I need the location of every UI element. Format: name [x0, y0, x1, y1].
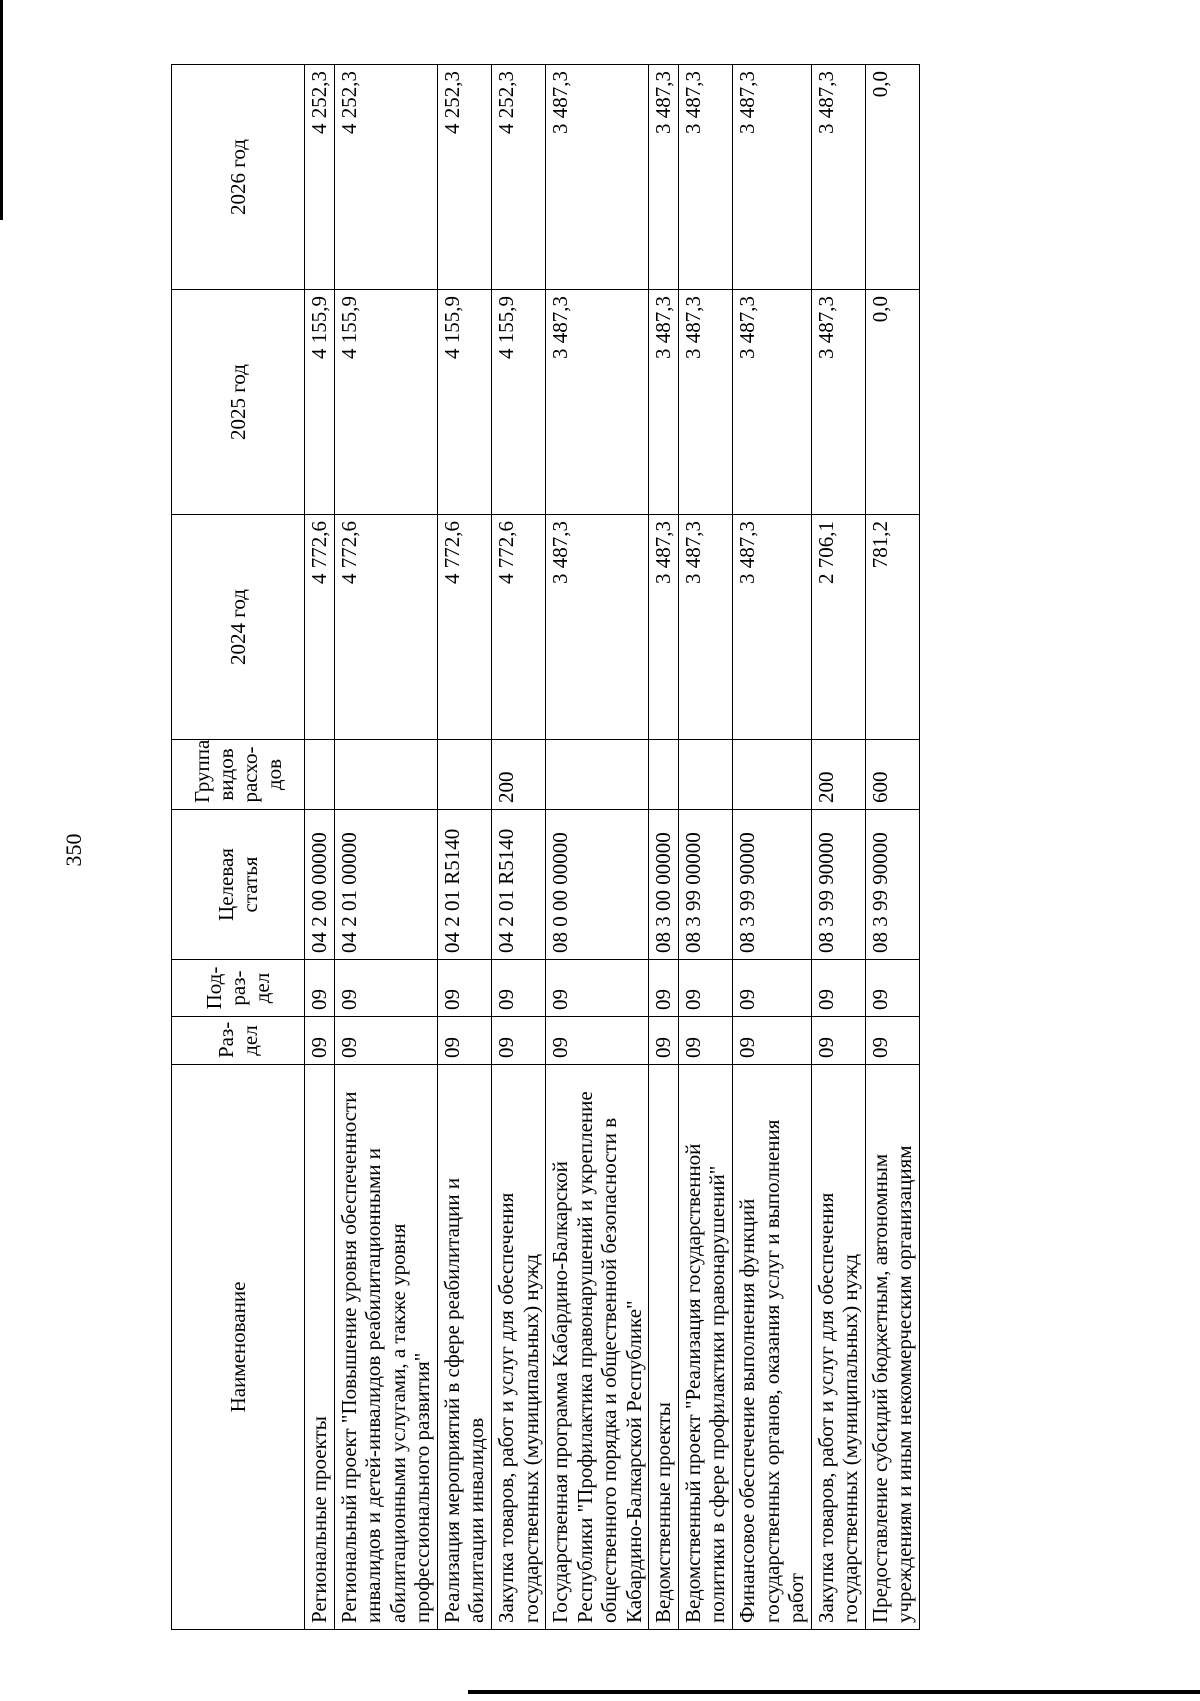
table-row: [649, 65, 679, 1630]
cell-name: Государственная программа Кабардино-Балкарской Республики "Профилактика правонарушений и укрепление общественного порядка и общественной безопасности в Кабардино-Балкарской Республике": [546, 1065, 649, 1630]
cell-gruppa: [305, 740, 335, 810]
cell-2026: 4 252,3: [334, 65, 437, 290]
cell-podrazdel: 09: [865, 960, 919, 1017]
cell-gruppa: 200: [491, 740, 545, 810]
cell-2024: 4 772,6: [491, 515, 545, 740]
cell-gruppa: [334, 740, 437, 810]
header-celevaya-statya: Целевая статья: [172, 810, 305, 960]
cell-2026: 3 487,3: [733, 65, 812, 290]
cell-2026: 4 252,3: [305, 65, 335, 290]
cell-razdel: 09: [491, 1017, 545, 1065]
table-row: [437, 65, 491, 1630]
table-body: [305, 65, 920, 1630]
cell-2024: 4 772,6: [334, 515, 437, 740]
cell-celevaya-statya: 04 2 00 00000: [305, 810, 335, 960]
header-gruppa-vidov-rashodov: Группа видов расхо- дов: [172, 740, 305, 810]
cell-razdel: 09: [334, 1017, 437, 1065]
cell-2025: 0,0: [865, 290, 919, 515]
cell-name: Закупка товаров, работ и услуг для обеспечения государственных (муниципальных) нужд: [491, 1065, 545, 1630]
table-row: [733, 65, 812, 1630]
cell-celevaya-statya: 08 3 99 90000: [733, 810, 812, 960]
cell-name: Ведомственный проект "Реализация государственной политики в сфере профилактики правонарушений": [678, 1065, 732, 1630]
cell-podrazdel: 09: [437, 960, 491, 1017]
cell-2025: 3 487,3: [546, 290, 649, 515]
page-number: 350: [61, 833, 86, 867]
cell-gruppa: [733, 740, 812, 810]
cell-gruppa: [678, 740, 732, 810]
cell-podrazdel: 09: [546, 960, 649, 1017]
cell-celevaya-statya: 08 3 00 00000: [649, 810, 679, 960]
cell-name: Реализация мероприятий в сфере реабилитации и абилитации инвалидов: [437, 1065, 491, 1630]
cell-name: Финансовое обеспечение выполнения функций государственных органов, оказания услуг и выполнения работ: [733, 1065, 812, 1630]
cell-razdel: 09: [733, 1017, 812, 1065]
cell-2026: 4 252,3: [491, 65, 545, 290]
header-name: Наименование: [172, 1065, 305, 1630]
cell-2025: 3 487,3: [678, 290, 732, 515]
cell-podrazdel: 09: [649, 960, 679, 1017]
cell-2024: 4 772,6: [305, 515, 335, 740]
cell-2024: 781,2: [865, 515, 919, 740]
cell-2024: 4 772,6: [437, 515, 491, 740]
cell-podrazdel: 09: [334, 960, 437, 1017]
cell-name: Региональные проекты: [305, 1065, 335, 1630]
table-row: [546, 65, 649, 1630]
table-row: [678, 65, 732, 1630]
cell-razdel: 09: [546, 1017, 649, 1065]
header-podrazdel: Под- раз- дел: [172, 960, 305, 1017]
table-row: [334, 65, 437, 1630]
header-razdel: Раз- дел: [172, 1017, 305, 1065]
cell-2025: 3 487,3: [733, 290, 812, 515]
cell-2026: 3 487,3: [649, 65, 679, 290]
cell-celevaya-statya: 08 3 99 00000: [678, 810, 732, 960]
cell-celevaya-statya: 04 2 01 R5140: [437, 810, 491, 960]
cell-celevaya-statya: 04 2 01 R5140: [491, 810, 545, 960]
cell-celevaya-statya: 08 0 00 00000: [546, 810, 649, 960]
cell-gruppa: 600: [865, 740, 919, 810]
cell-podrazdel: 09: [305, 960, 335, 1017]
cell-2025: 4 155,9: [491, 290, 545, 515]
cell-razdel: 09: [678, 1017, 732, 1065]
table-header-row: [172, 65, 305, 1630]
cell-razdel: 09: [305, 1017, 335, 1065]
cell-name: Закупка товаров, работ и услуг для обеспечения государственных (муниципальных) нужд: [811, 1065, 865, 1630]
cell-2026: 4 252,3: [437, 65, 491, 290]
cell-gruppa: 200: [811, 740, 865, 810]
header-2024: 2024 год: [172, 515, 305, 740]
cell-celevaya-statya: 08 3 99 90000: [811, 810, 865, 960]
cell-celevaya-statya: 08 3 99 90000: [865, 810, 919, 960]
table-row: [305, 65, 335, 1630]
rotated-table-container: [171, 65, 1031, 1630]
cell-gruppa: [546, 740, 649, 810]
cell-celevaya-statya: 04 2 01 00000: [334, 810, 437, 960]
cell-2024: 3 487,3: [649, 515, 679, 740]
cell-podrazdel: 09: [678, 960, 732, 1017]
cell-razdel: 09: [811, 1017, 865, 1065]
cell-2024: 3 487,3: [546, 515, 649, 740]
cell-2026: 3 487,3: [811, 65, 865, 290]
cell-2024: 3 487,3: [733, 515, 812, 740]
cell-2025: 4 155,9: [334, 290, 437, 515]
cell-podrazdel: 09: [491, 960, 545, 1017]
cell-2024: 2 706,1: [811, 515, 865, 740]
cell-name: Ведомственные проекты: [649, 1065, 679, 1630]
scan-margin-line-bottom: [468, 1690, 1200, 1694]
table-row: [491, 65, 545, 1630]
cell-2025: 3 487,3: [811, 290, 865, 515]
cell-2024: 3 487,3: [678, 515, 732, 740]
cell-podrazdel: 09: [733, 960, 812, 1017]
cell-2026: 3 487,3: [678, 65, 732, 290]
header-2025: 2025 год: [172, 290, 305, 515]
cell-name: Предоставление субсидий бюджетным, автономным учреждениям и иным некоммерческим организациям: [865, 1065, 919, 1630]
cell-2026: 3 487,3: [546, 65, 649, 290]
cell-razdel: 09: [649, 1017, 679, 1065]
cell-razdel: 09: [865, 1017, 919, 1065]
cell-2025: 3 487,3: [649, 290, 679, 515]
scan-margin-line-top: [0, 0, 3, 220]
cell-2025: 4 155,9: [437, 290, 491, 515]
cell-razdel: 09: [437, 1017, 491, 1065]
cell-podrazdel: 09: [811, 960, 865, 1017]
budget-table: [171, 64, 920, 1630]
table-row: [811, 65, 865, 1630]
cell-2025: 4 155,9: [305, 290, 335, 515]
table-row: [865, 65, 919, 1630]
cell-2026: 0,0: [865, 65, 919, 290]
cell-name: Региональный проект "Повышение уровня обеспеченности инвалидов и детей-инвалидов реабилитационными и абилитационными услугами, а также уровня профессионального развития": [334, 1065, 437, 1630]
cell-gruppa: [437, 740, 491, 810]
header-2026: 2026 год: [172, 65, 305, 290]
cell-gruppa: [649, 740, 679, 810]
